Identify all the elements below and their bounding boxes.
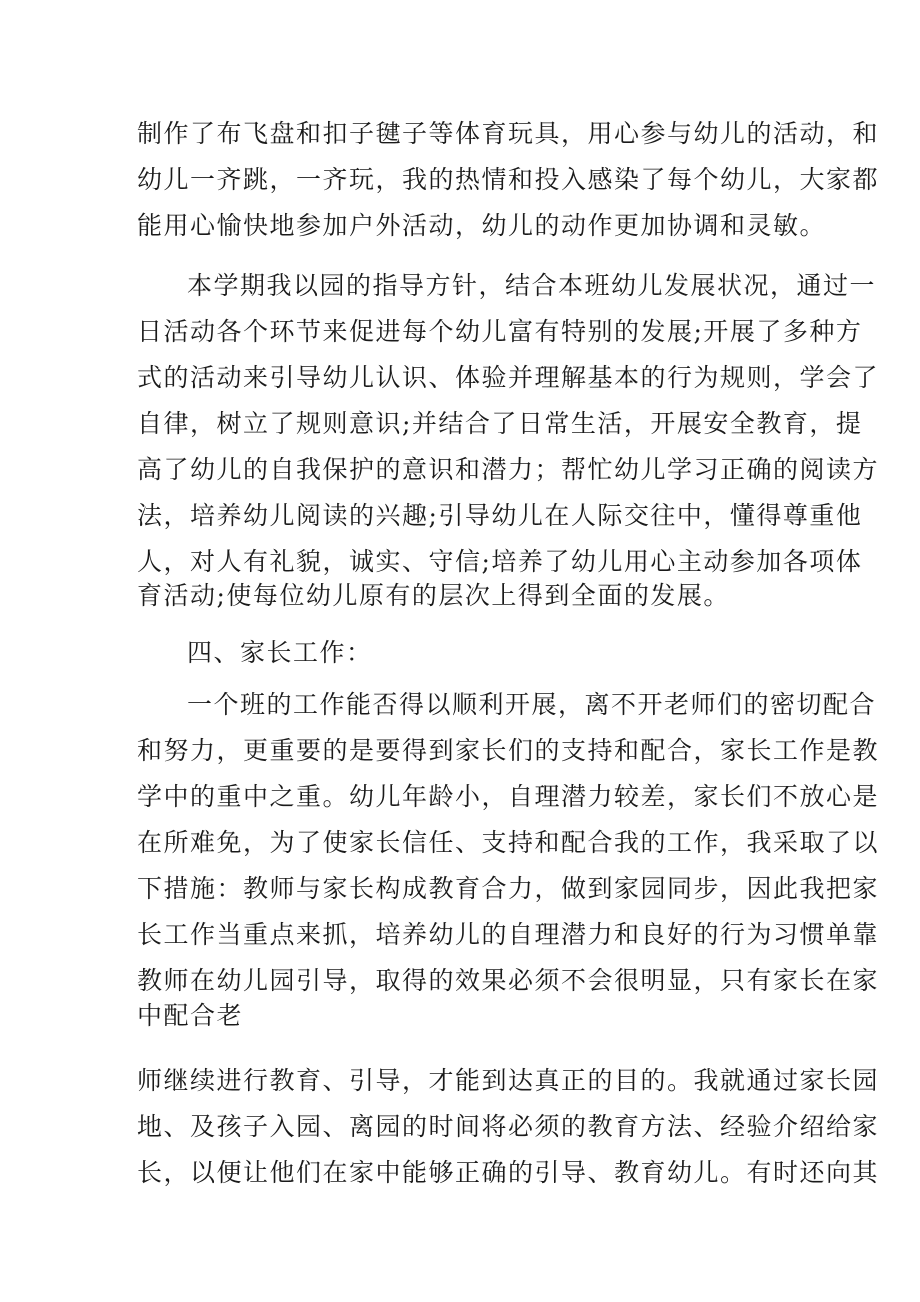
paragraph-line: 法，培养幼儿阅读的兴趣;引导幼儿在人际交往中，懂得尊重他 xyxy=(137,501,863,530)
paragraph-line: 式的活动来引导幼儿认识、体验并理解基本的行为规则，学会了 xyxy=(137,363,880,392)
paragraph-line: 高了幼儿的自我保护的意识和潜力；帮忙幼儿学习正确的阅读方 xyxy=(137,455,880,484)
section-heading: 四、家长工作： xyxy=(187,638,373,667)
paragraph-line: 本学期我以园的指导方针，结合本班幼儿发展状况，通过一 xyxy=(187,271,877,300)
paragraph-line: 幼儿一齐跳，一齐玩，我的热情和投入感染了每个幼儿，大家都 xyxy=(137,165,880,194)
paragraph-line: 中配合老 xyxy=(137,1001,244,1030)
paragraph-line: 和努力，更重要的是要得到家长们的支持和配合，家长工作是教 xyxy=(137,736,880,765)
paragraph-line: 学中的重中之重。幼儿年龄小，自理潜力较差，家长们不放心是 xyxy=(137,782,880,811)
paragraph-line: 自律，树立了规则意识;并结合了日常生活，开展安全教育，提 xyxy=(137,409,863,438)
paragraph-line: 下措施：教师与家长构成教育合力，做到家园同步，因此我把家 xyxy=(137,874,880,903)
paragraph-line: 日活动各个环节来促进每个幼儿富有特别的发展;开展了多种方 xyxy=(137,317,863,346)
paragraph-line: 一个班的工作能否得以顺利开展，离不开老师们的密切配合 xyxy=(187,690,877,719)
paragraph-line: 地、及孩子入园、离园的时间将必须的教育方法、经验介绍给家 xyxy=(137,1112,880,1141)
paragraph-line: 人，对人有礼貌，诚实、守信;培养了幼儿用心主动参加各项体 xyxy=(137,547,863,576)
paragraph-line: 育活动;使每位幼儿原有的层次上得到全面的发展。 xyxy=(137,581,730,610)
paragraph-line: 制作了布飞盘和扣子毽子等体育玩具，用心参与幼儿的活动，和 xyxy=(137,119,880,148)
paragraph-line: 长工作当重点来抓，培养幼儿的自理潜力和良好的行为习惯单靠 xyxy=(137,920,880,949)
paragraph-line: 长，以便让他们在家中能够正确的引导、教育幼儿。有时还向其 xyxy=(137,1158,880,1187)
paragraph-line: 能用心愉快地参加户外活动，幼儿的动作更加协调和灵敏。 xyxy=(137,211,827,240)
paragraph-line: 师继续进行教育、引导，才能到达真正的目的。我就通过家长园 xyxy=(137,1066,880,1095)
paragraph-line: 教师在幼儿园引导，取得的效果必须不会很明显，只有家长在家 xyxy=(137,966,880,995)
paragraph-line: 在所难免，为了使家长信任、支持和配合我的工作，我采取了以 xyxy=(137,828,880,857)
